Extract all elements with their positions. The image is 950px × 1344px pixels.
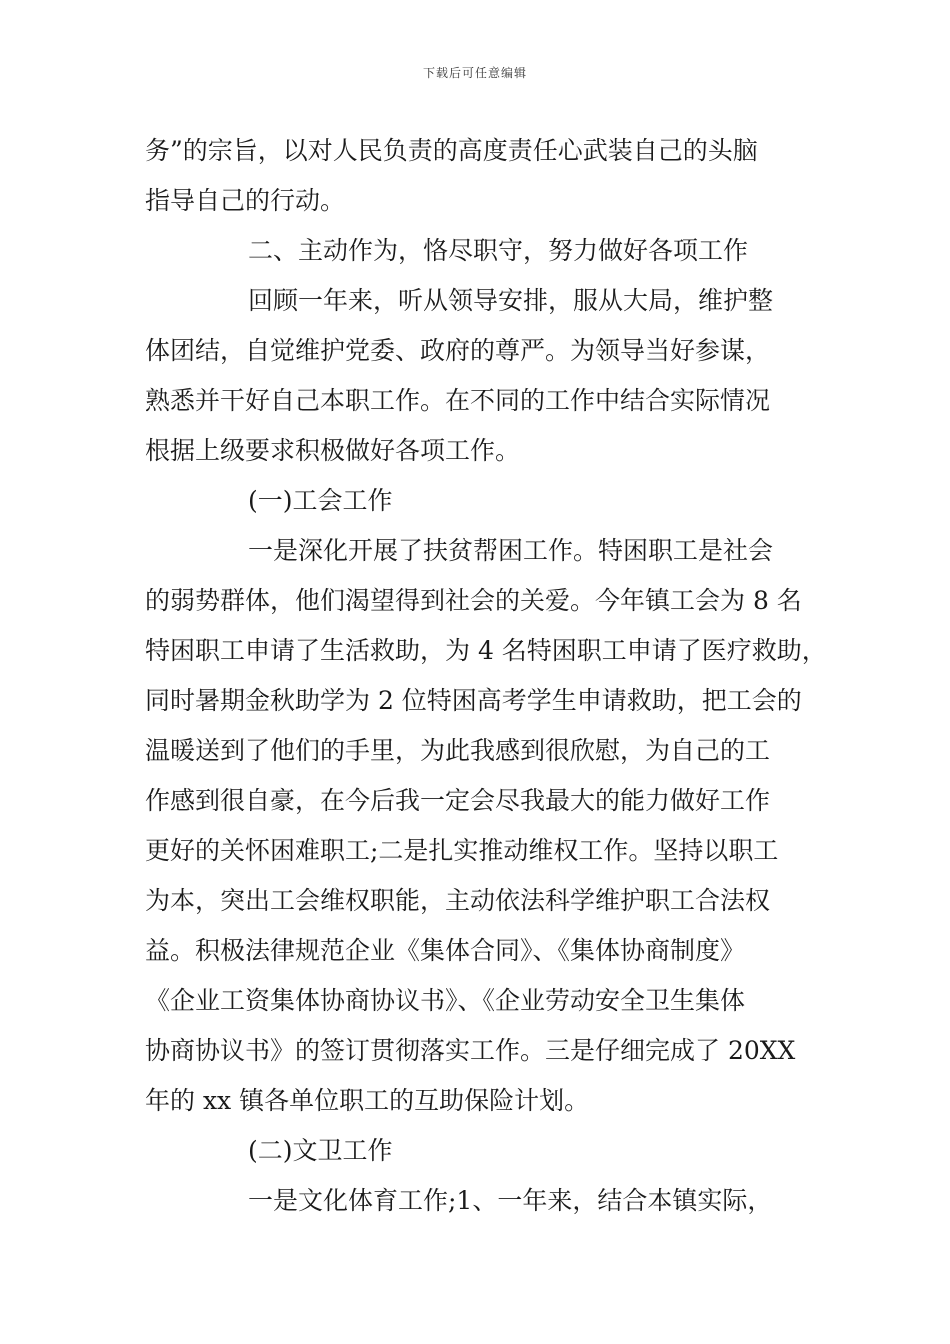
body-line: 温暖送到了他们的手里，为此我感到很欣慰，为自己的工 bbox=[145, 736, 771, 765]
body-line: 一是深化开展了扶贫帮困工作。特困职工是社会 bbox=[248, 536, 774, 565]
body-line: 益。积极法律规范企业《集体合同》、《集体协商制度》 bbox=[145, 936, 746, 965]
body-line: 作感到很自豪，在今后我一定会尽我最大的能力做好工作 bbox=[145, 786, 771, 815]
subsection-heading: (一)工会工作 bbox=[248, 486, 393, 515]
body-line: 特困职工申请了生活救助，为 4 名特困职工申请了医疗救助， bbox=[145, 636, 827, 665]
subsection-heading: (二)文卫工作 bbox=[248, 1136, 393, 1165]
body-line: 务”的宗旨，以对人民负责的高度责任心武装自己的头脑 bbox=[145, 136, 758, 165]
body-line: 一是文化体育工作;1、一年来，结合本镇实际， bbox=[248, 1186, 773, 1215]
body-line: 同时暑期金秋助学为 2 位特困高考学生申请救助，把工会的 bbox=[145, 686, 802, 715]
body-line: 年的 xx 镇各单位职工的互助保险计划。 bbox=[145, 1086, 590, 1115]
body-line: 为本，突出工会维权职能，主动依法科学维护职工合法权 bbox=[145, 886, 771, 915]
body-line: 体团结，自觉维护党委、政府的尊严。为领导当好参谋， bbox=[145, 336, 771, 365]
body-line: 回顾一年来，听从领导安排，服从大局，维护整 bbox=[248, 286, 774, 315]
body-line: 更好的关怀困难职工;二是扎实推动维权工作。坚持以职工 bbox=[145, 836, 779, 865]
body-line: 《企业工资集体协商协议书》、《企业劳动安全卫生集体 bbox=[145, 986, 746, 1015]
body-line: 协商协议书》的签订贯彻落实工作。三是仔细完成了 20XX bbox=[145, 1036, 796, 1065]
body-line: 根据上级要求积极做好各项工作。 bbox=[145, 436, 521, 465]
body-line: 的弱势群体，他们渴望得到社会的关爱。今年镇工会为 8 名 bbox=[145, 586, 802, 615]
body-line: 熟悉并干好自己本职工作。在不同的工作中结合实际情况 bbox=[145, 386, 771, 415]
section-heading: 二、主动作为，恪尽职守，努力做好各项工作 bbox=[248, 236, 749, 265]
body-line: 指导自己的行动。 bbox=[145, 186, 346, 215]
page-header: 下载后可任意编辑 bbox=[422, 66, 527, 80]
